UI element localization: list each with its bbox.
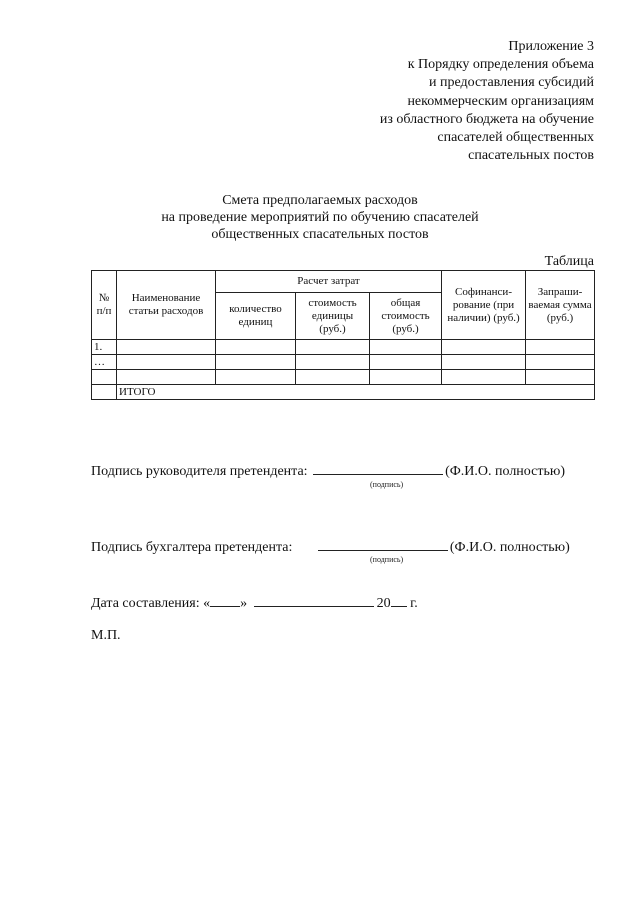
appendix-line: спасательных постов [468,148,594,164]
title-line: общественных спасательных постов [211,227,429,242]
appendix-line: Приложение 3 [508,39,594,54]
cell-item [117,340,216,355]
appendix-header [294,38,594,165]
accountant-signature [91,538,570,556]
header-number: № п/п [92,271,117,340]
year-suffix: г. [410,596,418,611]
cell-item [117,370,216,385]
date-label: Дата составления: [91,596,200,611]
appendix-line: к Порядку определения объема [407,57,594,73]
table-row [92,355,595,370]
header-total-cost: общая стоимость (руб.) [370,293,442,340]
cell-number [92,385,117,400]
month-line [254,594,374,607]
day-line [210,594,240,607]
header-item: Наименование статьи расходов [117,271,216,340]
compilation-date [91,594,418,612]
year-line [391,594,407,607]
cell-total-label: ИТОГО [117,385,595,400]
table-row [92,370,595,385]
appendix-line: спасателей общественных [437,130,594,146]
head-signature-suffix: (Ф.И.О. полностью) [445,464,565,479]
year-prefix: 20 [376,596,391,611]
header-cofinancing: Софинанси-рование (при наличии) (руб.) [442,271,526,340]
seal-placeholder: М.П. [91,628,121,643]
date-close-quote: » [240,596,248,611]
title-line: Смета предполагаемых расходов [222,193,418,208]
date-open-quote: « [203,596,211,611]
head-signature-label: Подпись руководителя претендента: [91,464,308,479]
cell-number [92,370,117,385]
header-quantity: количество единиц [216,293,296,340]
appendix-line: и предоставления субсидий [428,75,594,91]
title-line: на проведение мероприятий по обучению спасателей [161,210,479,225]
cell-number: … [92,355,117,370]
accountant-signature-label: Подпись бухгалтера претендента: [91,540,293,555]
cell-number: 1. [92,340,117,355]
table-label: Таблица [544,254,594,269]
appendix-line: из областного бюджета на обучение [379,111,594,127]
accountant-signature-hint: (подпись) [370,555,404,564]
document-title [120,192,520,243]
table-row [92,340,595,355]
accountant-signature-line [318,538,448,551]
accountant-signature-suffix: (Ф.И.О. полностью) [449,540,570,555]
cell-item [117,355,216,370]
total-row [92,385,595,400]
head-signature [91,462,565,480]
header-requested: Запраши-ваемая сумма (руб.) [526,271,595,340]
estimate-table [91,270,595,400]
header-unit-cost: стоимость единицы (руб.) [296,293,370,340]
head-signature-line [313,462,443,475]
head-signature-hint: (подпись) [370,480,404,489]
header-calc: Расчет затрат [216,271,442,293]
appendix-line: некоммерческим организациям [407,93,594,109]
